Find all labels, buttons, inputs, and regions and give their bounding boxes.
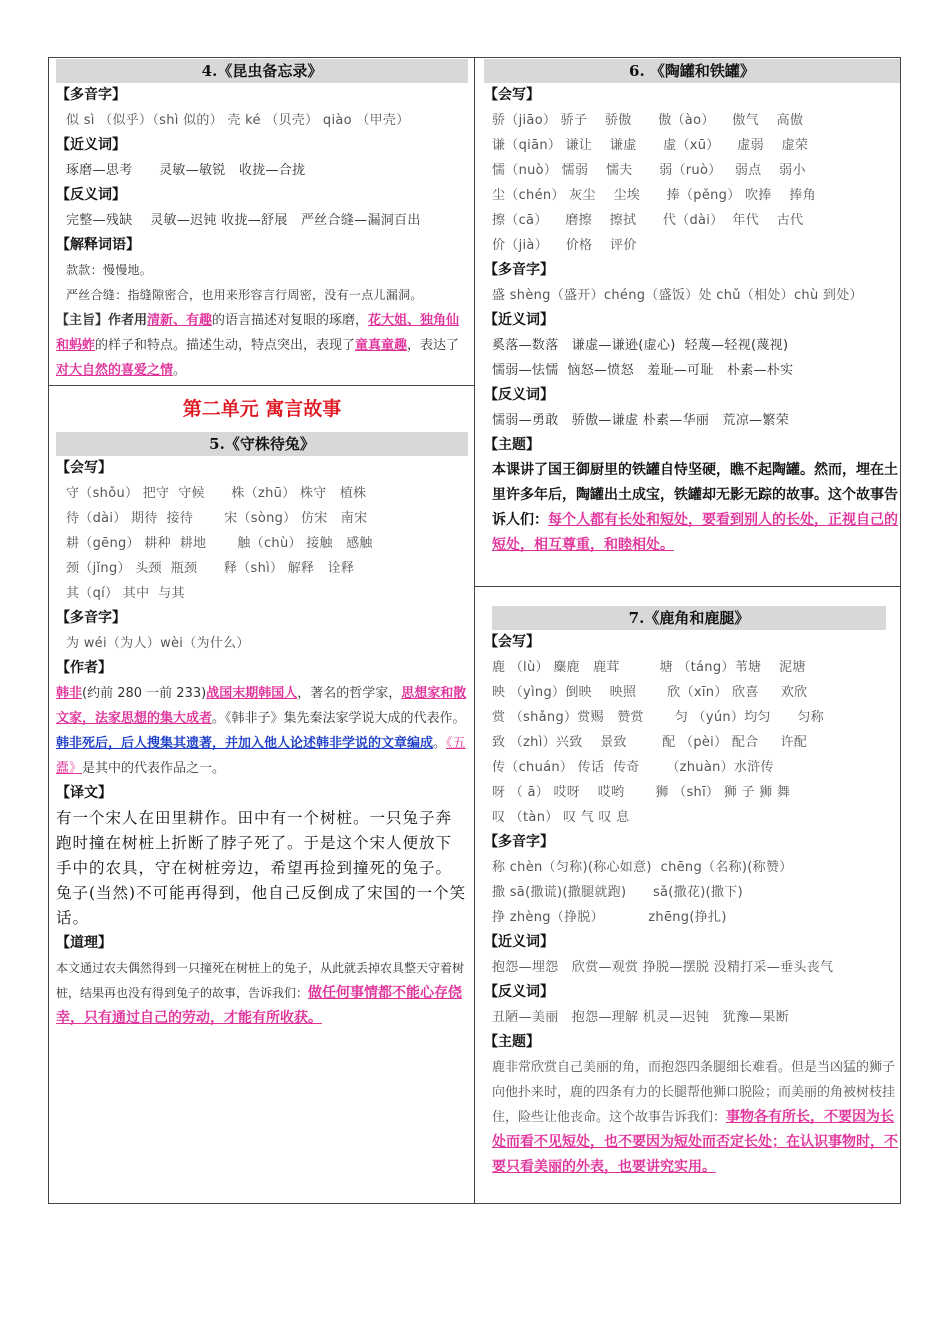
reason-text: 本文通过农夫偶然得到一只撞死在树桩上的兔子，从此就丢掉农具整天守着树桩，结果再也没有得到兔子的故事，告诉我们： <box>56 961 465 1000</box>
author-text: ，著名的哲学家， <box>297 686 402 701</box>
l7-write-list <box>484 655 900 830</box>
lesson-6-title: 6. 《陶罐和铁罐》 <box>484 59 900 83</box>
theme-keyword: 事物各有所长，不要因为长处而看不见短处，也不要因为短处而否定长处；在认识事物时，不要只看美丽的外表，也要讲究实用。 <box>492 1109 898 1175</box>
theme-keyword: 每个人都有长处和短处，要看到别人的长处，正视自己的短处，相互尊重，和睦相处。 <box>492 512 898 553</box>
right-column-lower <box>484 606 900 1180</box>
lesson-7-title: 7.《鹿角和鹿腿》 <box>492 606 886 630</box>
l6-theme <box>484 458 900 558</box>
l6-write-list <box>484 108 900 258</box>
column-divider <box>474 57 475 1204</box>
l6-synonym: 懦弱—怯懦 恼怒—愤怒 羞耻—可耻 朴素—朴实 <box>492 363 794 378</box>
reason-keyword: 做任何事情都不能心存侥幸，只有通过自己的劳动，才能有所收获。 <box>56 985 463 1026</box>
author-keyword: 思想家和散文家，法家思想的集大成者 <box>56 686 467 726</box>
list-item: 其（qí） 其中 与其 <box>66 586 185 601</box>
author-keyword: 战国末期韩国人 <box>206 686 298 701</box>
left-column-lower <box>56 394 468 1031</box>
l4-theme-keyword: 童真童趣 <box>355 338 408 353</box>
l7-antonym-heading: 【反义词】 <box>484 984 554 1000</box>
lesson-5-title: 5.《守株待兔》 <box>56 432 468 456</box>
l7-synonym: 抱怨—埋怨 欣赏—观赏 挣脱—摆脱 没精打采—垂头丧气 <box>492 960 834 975</box>
l5-reason <box>56 956 468 1031</box>
l4-theme-text: 的样子和特点。描述生动，特点突出，表现了 <box>95 338 356 353</box>
l4-explain-2: 严丝合缝：指缝隙密合，也用来形容言行周密，没有一点儿漏洞。 <box>66 288 423 302</box>
right-column <box>484 59 900 558</box>
l4-polyphone: 似 sì （似乎）（shì 似的） 壳 ké （贝壳） qiào （甲壳） <box>66 113 410 128</box>
list-item: 赏 （shǎng）赏赐 赞赏 匀 （yún）均匀 匀称 <box>492 710 825 725</box>
unit-title: 第二单元 寓言故事 <box>182 398 342 420</box>
list-item: 呀 （ ā） 哎呀 哎哟 狮 （shī） 狮 子 狮 舞 <box>492 785 791 800</box>
list-item: 传（chuán） 传话 传奇 （zhuàn）水浒传 <box>492 760 774 775</box>
author-text: (约前 280 一前 233) <box>82 686 207 701</box>
l4-polyphone-heading: 【多音字】 <box>56 87 126 103</box>
l4-synonym: 琢磨—思考 灵敏—敏锐 收拢—合拢 <box>66 163 306 178</box>
l6-synonym-heading: 【近义词】 <box>484 312 554 328</box>
l7-theme-heading: 【主题】 <box>484 1034 540 1050</box>
left-column <box>56 59 468 383</box>
list-item: 守（shǒu） 把守 守候 株（zhū） 株守 植株 <box>66 486 367 501</box>
list-item: 挣 zhèng（挣脱） zhēng(挣扎) <box>492 910 727 925</box>
l6-antonym: 懦弱—勇敢 骄傲—谦虚 朴素—华丽 荒凉—繁荣 <box>492 413 790 428</box>
l4-theme-text: 【主旨】作者用 <box>56 313 148 328</box>
l5-translation-heading: 【译文】 <box>56 785 112 801</box>
l4-theme-keyword: 清新、有趣 <box>147 313 213 328</box>
l5-write-heading: 【会写】 <box>56 460 112 476</box>
list-item: 价（jià） 价格 评价 <box>492 238 637 253</box>
author-keyword-blue: 韩非死后，后人搜集其遗著，并加入他人论述韩非学说的文章编成 <box>56 736 434 751</box>
l6-antonym-heading: 【反义词】 <box>484 387 554 403</box>
l5-author-heading: 【作者】 <box>56 660 112 676</box>
l6-polyphone: 盛 shèng（盛开）chéng（盛饭）处 chǔ（相处）chù 到处） <box>492 288 863 303</box>
l5-reason-heading: 【道理】 <box>56 935 112 951</box>
list-item: 擦（cā） 磨擦 擦拭 代（dài） 年代 古代 <box>492 213 804 228</box>
l7-write-heading: 【会写】 <box>484 634 540 650</box>
l6-synonym: 奚落—数落 谦虚—谦逊(虚心) 轻蔑—轻视(蔑视) <box>492 338 789 353</box>
list-item: 待（dài） 期待 接待 宋（sòng） 仿宋 南宋 <box>66 511 368 526</box>
l4-theme-text: ，表达了 <box>407 338 460 353</box>
author-text: 是其中的代表作品之一。 <box>82 761 226 776</box>
list-item: 称 chèn（匀称)(称心如意) chēng（名称)(称赞） <box>492 860 793 875</box>
list-item: 映 （yìng）倒映 映照 欣（xīn） 欣喜 欢欣 <box>492 685 808 700</box>
list-item: 骄（jiāo） 骄子 骄傲 傲（ào） 傲气 高傲 <box>492 113 804 128</box>
l4-theme-keyword: 对大自然的喜爱之情 <box>56 363 174 378</box>
list-item: 叹 （tàn） 叹 气 叹 息 <box>492 810 630 825</box>
author-text: 。 <box>433 736 447 751</box>
l6-theme-heading: 【主题】 <box>484 437 540 453</box>
list-item: 耕（gēng） 耕种 耕地 触（chù） 接触 感触 <box>66 536 373 551</box>
l6-polyphone-heading: 【多音字】 <box>484 262 554 278</box>
l4-antonym: 完整—残缺 灵敏—迟钝 收拢—舒展 严丝合缝—漏洞百出 <box>66 213 421 228</box>
l7-synonym-heading: 【近义词】 <box>484 934 554 950</box>
left-section-divider <box>48 385 475 386</box>
list-item: 懦（nuò） 懦弱 懦夫 弱（ruò） 弱点 弱小 <box>492 163 806 178</box>
author-name: 韩非 <box>56 686 83 701</box>
theme-text: 鹿非常欣赏自己美丽的角，而抱怨四条腿细长难看。但是当凶猛的狮子向他扑来时，鹿的四条有力的长腿帮他狮口脱险；而美丽的角被树枝挂住，险些让他丧命。这个故事告诉我们： <box>492 1060 896 1125</box>
author-work-title: 《五蠹》 <box>56 736 466 776</box>
list-item: 撒 sā(撒谎)(撒腿就跑) sǎ(撒花)(撒下) <box>492 885 743 900</box>
l5-write-list <box>56 481 468 606</box>
author-text: 。《韩非子》集先秦法家学说大成的代表作。 <box>212 711 466 726</box>
l7-polyphone-list <box>484 855 900 930</box>
list-item: 致 （zhì）兴致 景致 配 （pèi） 配合 许配 <box>492 735 808 750</box>
l4-theme-text: 。 <box>173 363 187 378</box>
l7-theme <box>484 1055 900 1180</box>
l4-theme <box>56 308 468 383</box>
l5-polyphone-heading: 【多音字】 <box>56 610 126 626</box>
l7-polyphone-heading: 【多音字】 <box>484 834 554 850</box>
list-item: 颈（jǐng） 头颈 瓶颈 释（shì） 解释 诠释 <box>66 561 355 576</box>
l6-write-heading: 【会写】 <box>484 87 540 103</box>
list-item: 鹿 （lù） 麋鹿 鹿茸 塘 （táng）苇塘 泥塘 <box>492 660 806 675</box>
l5-polyphone: 为 wéi（为人）wèi（为什么） <box>66 636 250 651</box>
l4-explain-1: 款款：慢慢地。 <box>66 263 153 277</box>
l4-explain-heading: 【解释词语】 <box>56 237 140 253</box>
theme-text: 本课讲了国王御厨里的铁罐自恃坚硬，瞧不起陶罐。然而，埋在土里许多年后，陶罐出土成宝，铁罐却无影无踪的故事。这个故事告诉人们： <box>492 462 898 528</box>
right-section-divider <box>474 586 901 587</box>
l7-antonym: 丑陋—美丽 抱怨—理解 机灵—迟钝 犹豫—果断 <box>492 1010 790 1025</box>
l4-theme-keyword: 花大姐、独角仙和蚂蚱 <box>56 313 460 353</box>
l4-theme-text: 的语言描述对复眼的琢磨， <box>212 313 369 328</box>
list-item: 尘（chén） 灰尘 尘埃 捧（pěng） 吹捧 捧角 <box>492 188 816 203</box>
lesson-4-title: 4.《昆虫备忘录》 <box>56 59 468 83</box>
list-item: 谦（qiān） 谦让 谦虚 虚（xū） 虚弱 虚荣 <box>492 138 809 153</box>
l5-author <box>56 681 468 781</box>
l5-translation: 有一个宋人在田里耕作。田中有一个树桩。一只兔子奔跑时撞在树桩上折断了脖子死了。于是这个宋人便放下手中的农具，守在树桩旁边，希望再捡到撞死的兔子。兔子(当然)不可能再得到，他自己反倒成了宋国的一个笑话。 <box>56 809 467 927</box>
l4-synonym-heading: 【近义词】 <box>56 137 126 153</box>
l4-antonym-heading: 【反义词】 <box>56 187 126 203</box>
